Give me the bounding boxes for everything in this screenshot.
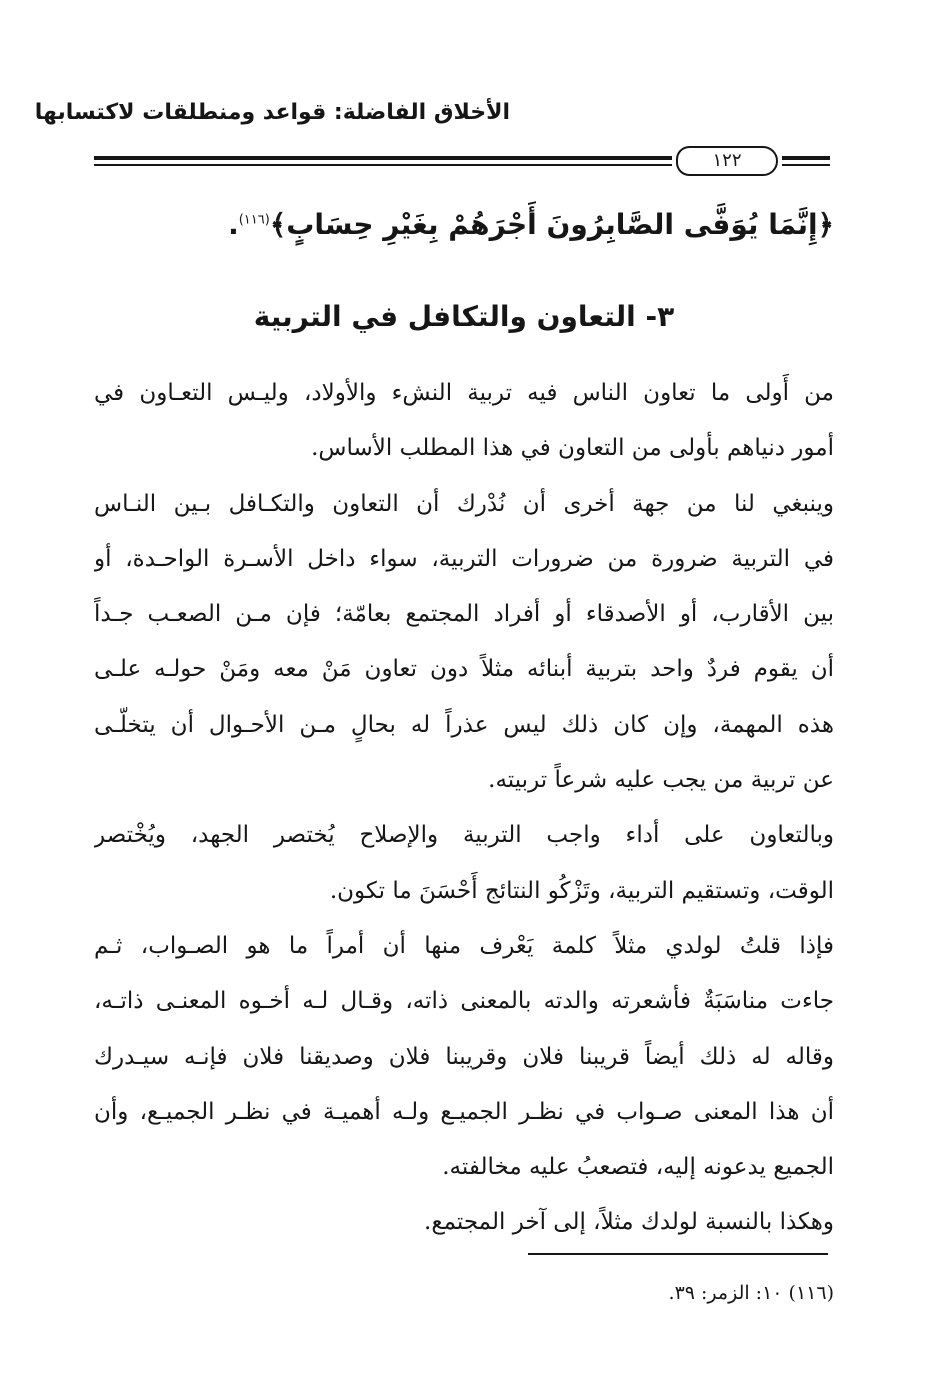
body-line: في التربية ضرورة من ضرورات التربية، سواء داخل الأسـرة الواحـدة، أو [94, 545, 834, 572]
body-line: جاءت مناسَبَةٌ فأشعرته والدته بالمعنى ذاته، وقـال لـه أخـوه المعنـى ذاتـه، [94, 988, 834, 1015]
body-line: أن يقوم فردٌ واحد بتربية أبنائه مثلاً دون تعاون مَنْ معه ومَنْ حولـه علـى [94, 656, 834, 683]
body-line: من أَولى ما تعاون الناس فيه تربية النشء والأولاد، وليـس التعـاون في [94, 380, 834, 406]
body-line: وهكذا بالنسبة لولدك مثلاً، إلى آخر المجتمع. [424, 1209, 834, 1236]
header-rule-thick [94, 156, 672, 160]
verse-text: إِنَّمَا يُوَفَّى الصَّابِرُونَ أَجْرَهُمْ بِغَيْرِ حِسَابٍ [286, 208, 818, 241]
running-header-title: الأخلاق الفاضلة: قواعد ومنطلقات لاكتسابها [34, 100, 510, 125]
body-line: هذه المهمة، وإن كان ذلك ليس عذراً له بحالٍ مـن الأحـوال أن يتخلّـى [94, 711, 834, 738]
body-line: الوقت، وتستقيم التربية، وتَزْكُو النتائج أَحْسَنَ ما تكون. [329, 877, 834, 904]
header-rule-thin [782, 164, 830, 166]
body-line: وقاله له ذلك أيضاً قريبنا فلان وقريبنا فلان وصديقنا فلان فإنـه سيـدرك [94, 1043, 834, 1070]
body-line: وينبغي لنا من جهة أخرى أن نُدْرك أن التعاون والتكـافل بـين النـاس [94, 490, 834, 517]
header-rule-thin [94, 164, 672, 166]
quran-verse [94, 208, 834, 241]
body-line: الجميع يدعونه إليه، فتصعبُ عليه مخالفته. [442, 1154, 834, 1181]
body-text [94, 366, 834, 1251]
footnote-divider [528, 1253, 828, 1255]
body-line: فإذا قلتُ لولدي مثلاً كلمة يَعْرف منها أن أمراً ما هو الصـواب، ثـم [94, 932, 834, 959]
verse-end-punct: . [228, 208, 239, 241]
body-line: وبالتعاون على أداء واجب التربية والإصلاح يُختصر الجهد، ويُخْتصر [94, 822, 834, 849]
header-rule-right [782, 150, 830, 174]
verse-footnote-ref: (١١٦) [238, 212, 270, 228]
header-rule-left [94, 150, 672, 174]
body-line: أن هذا المعنى صـواب في نظـر الجميـع ولـه أهميـة في نظـر الجميـع، وأن [94, 1098, 834, 1125]
section-heading: ٣- التعاون والتكافل في التربية [253, 300, 675, 333]
body-line: عن تربية من يجب عليه شرعاً تربيته. [488, 767, 834, 794]
page-number-badge: ١٢٢ [676, 146, 778, 176]
body-line: أمور دنياهم بأولى من التعاون في هذا المطلب الأساس. [311, 435, 834, 462]
verse-close-bracket: ﴾ [269, 208, 287, 241]
header-rule-thick [782, 156, 830, 160]
body-line: بين الأقارب، أو الأصدقاء أو أفراد المجتمع بعامّة؛ فإن مـن الصعـب جـداً [94, 601, 834, 628]
footnote-text: (١١٦) ١٠: الزمر: ٣٩. [668, 1282, 834, 1304]
verse-open-bracket: ﴿ [817, 208, 834, 241]
